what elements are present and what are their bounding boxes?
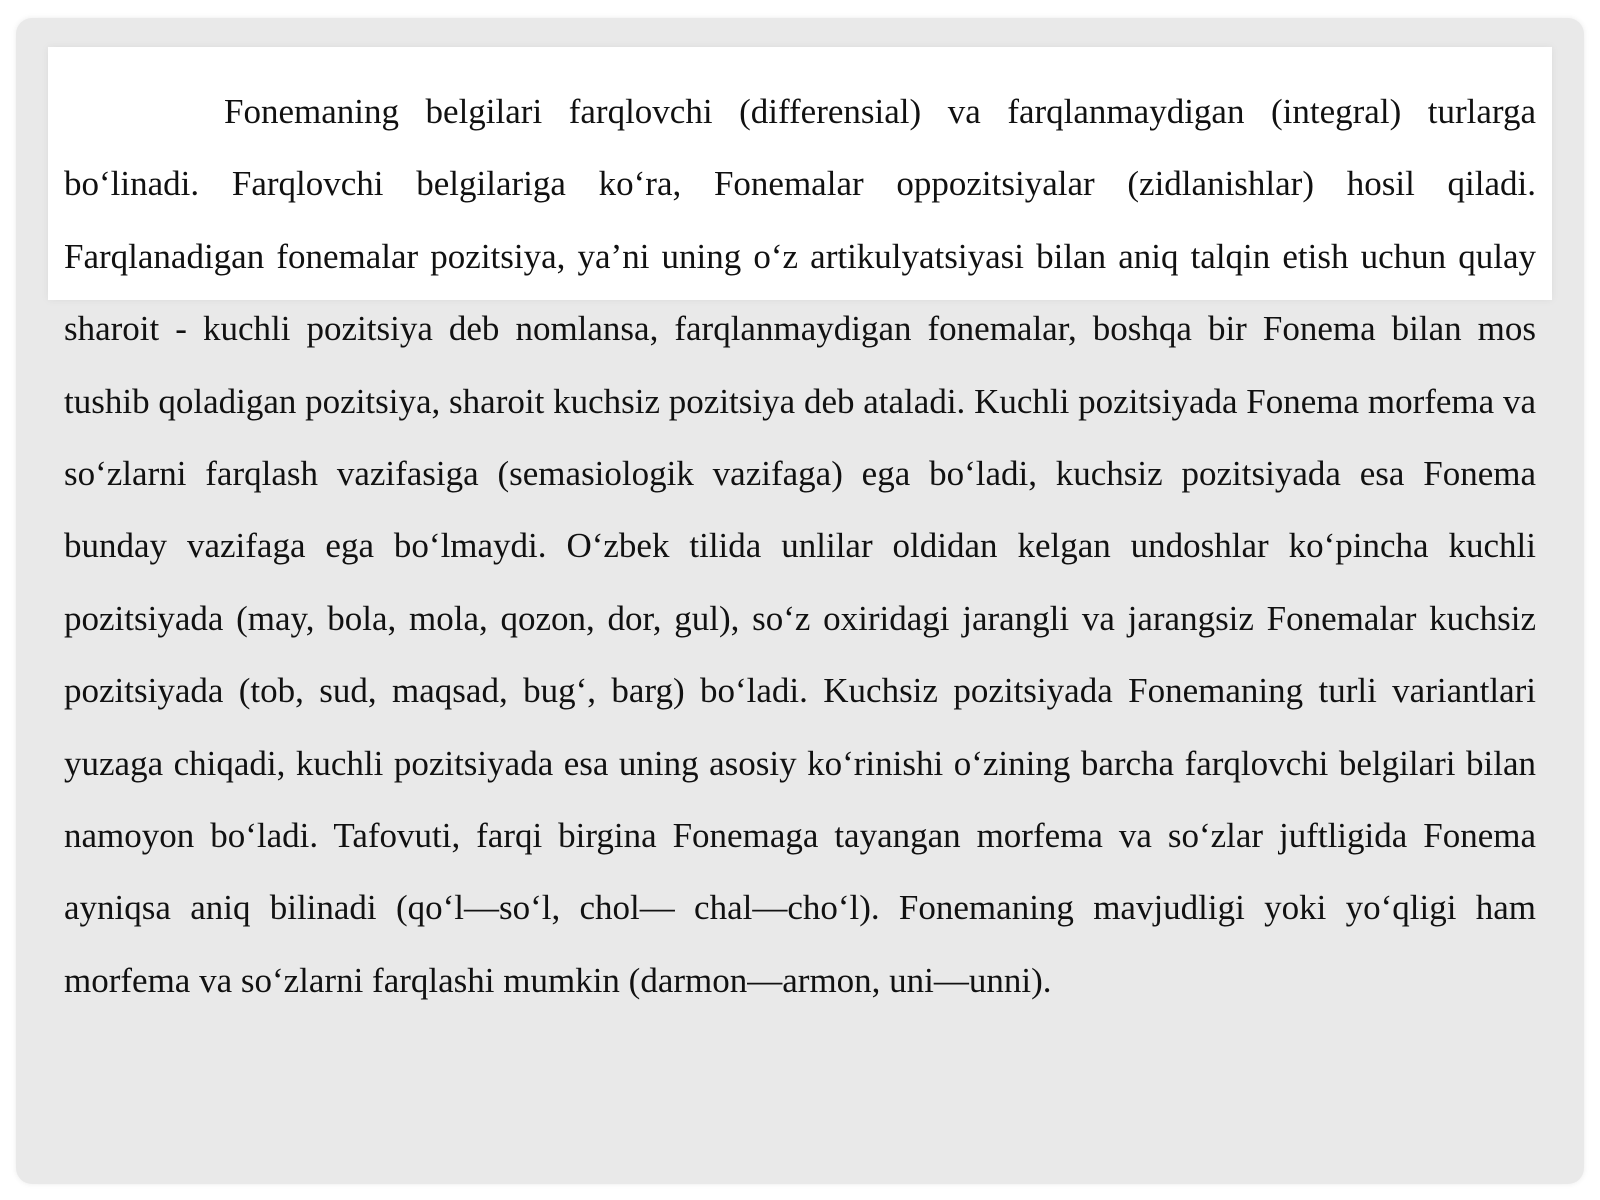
slide-body-text: Fonemaning belgilari farqlovchi (differensial) va farqlanmaydigan (integral) turlarga bo‘linadi. Farqlovchi belgilariga ko‘ra, Fonemalar oppozitsiyalar (zidlanishlar) hosil qiladi. Farqlanadigan fonemalar pozitsiya, ya’ni uning o‘z artikulyatsiyasi bilan aniq talqin etish uchun qulay sharoit - kuchli pozitsiya deb nomlansa, farqlanmaydigan fonemalar, boshqa bir Fonema bilan mos tushib qoladigan pozitsiya, sharoit kuchsiz pozitsiya deb ataladi. Kuchli pozitsiyada Fonema morfema va so‘zlarni farqlash vazifasiga (semasiologik vazifaga) ega bo‘ladi, kuchsiz pozitsiyada esa Fonema bunday vazifaga ega bo‘lmaydi. O‘zbek tilida unlilar oldidan kelgan undoshlar ko‘pincha kuchli pozitsiyada (may, bola, mola, qozon, dor, gul), so‘z oxiridagi jarangli va jarangsiz Fonemalar kuchsiz pozitsiyada (tob, sud, maqsad, bug‘, barg) bo‘ladi. Kuchsiz pozitsiyada Fonemaning turli variantlari yuzaga chiqadi, kuchli pozitsiyada esa uning asosiy ko‘rinishi o‘zining barcha farqlovchi belgilari bilan namoyon bo‘ladi. Tafovuti, farqi birgina Fonemaga tayangan morfema va so‘zlar juftligida Fonema ayniqsa aniq bilinadi (qo‘l—so‘l, chol— chal—cho‘l). Fonemaning mavjudligi yoki yo‘qligi ham morfema va so‘zlarni farqlashi mumkin (darmon—armon, uni—unni). xyxy=(64,92,1536,1000)
